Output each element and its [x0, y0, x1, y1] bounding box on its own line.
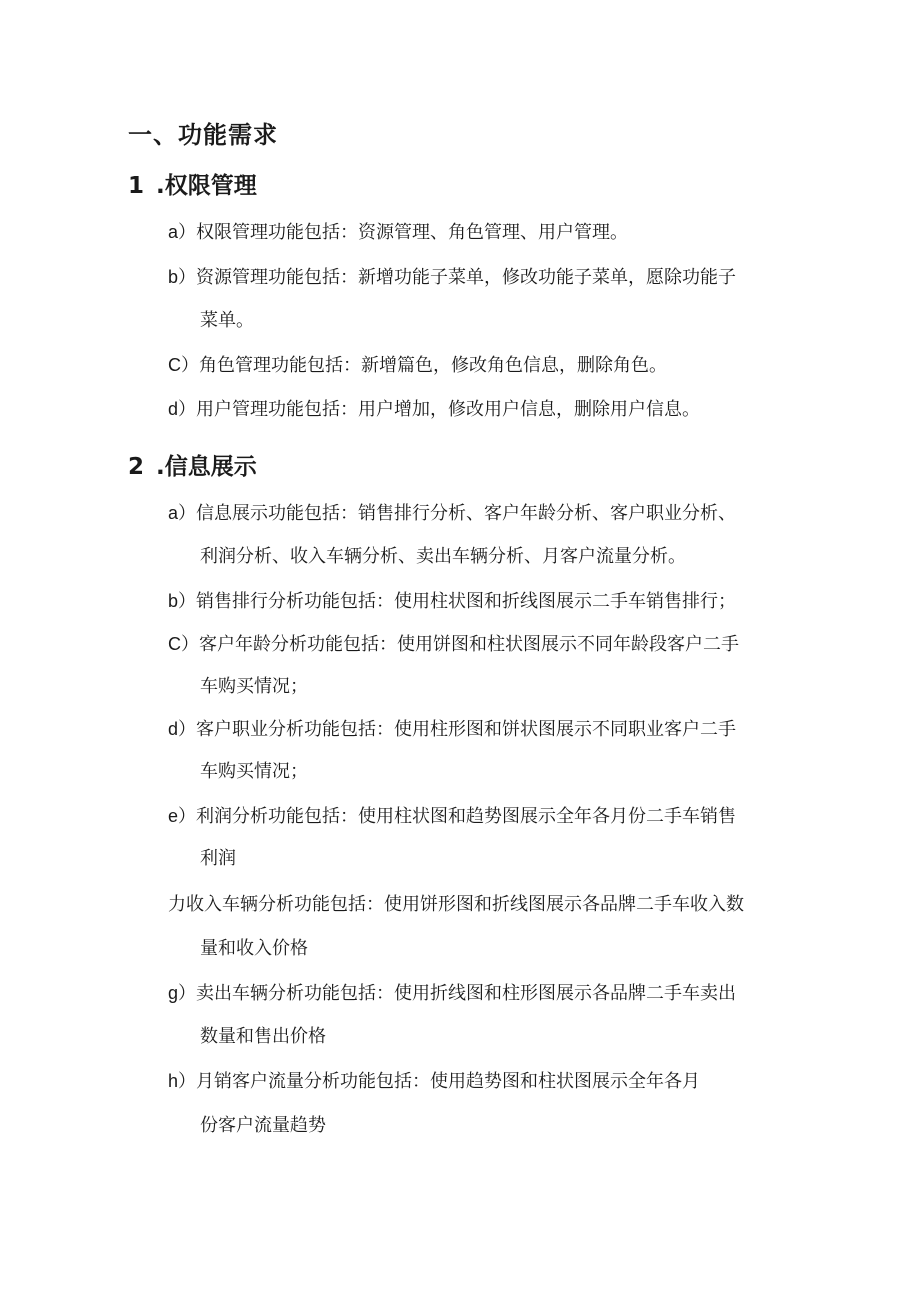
item-text: 角色管理功能包括：新增篇色，修改角色信息，删除角色。	[199, 355, 667, 376]
item-text: 客户年龄分析功能包括：使用饼图和柱状图展示不同年龄段客户二手	[199, 634, 739, 655]
main-heading: 一、功能需求	[128, 121, 278, 149]
list-item	[168, 631, 739, 658]
item-continuation: 利润	[200, 848, 236, 869]
item-text: 客户职业分析功能包括：使用柱形图和饼状图展示不同职业客户二手	[196, 719, 737, 740]
item-continuation: 车购买情况；	[200, 761, 308, 782]
item-marker: a）	[168, 503, 197, 523]
item-marker: 力	[168, 894, 186, 915]
list-item	[168, 500, 736, 527]
list-item	[168, 980, 736, 1007]
item-text: 销售排行分析功能包括：使用柱状图和折线图展示二手车销售排行；	[196, 591, 737, 612]
list-item	[168, 588, 736, 615]
item-continuation: 数量和售出价格	[200, 1026, 326, 1047]
list-item	[168, 1068, 700, 1095]
item-text: 权限管理功能包括：资源管理、角色管理、用户管理。	[196, 222, 629, 243]
section-title: .信息展示	[156, 454, 257, 480]
item-marker: a）	[168, 222, 197, 242]
section-number: 1	[128, 173, 145, 199]
item-marker: b）	[168, 591, 197, 611]
item-continuation: 量和收入价格	[200, 938, 308, 959]
item-marker: e）	[168, 806, 197, 826]
item-text: 信息展示功能包括：销售排行分析、客户年龄分析、客户职业分析、	[196, 503, 737, 524]
item-marker: C）	[168, 634, 199, 654]
item-marker: d）	[168, 719, 197, 739]
list-item	[168, 264, 736, 291]
item-continuation: 车购买情况；	[200, 676, 308, 697]
section-heading-info	[128, 451, 257, 483]
section-title: .权限管理	[156, 173, 257, 199]
list-item	[168, 803, 736, 830]
item-marker: h）	[168, 1071, 197, 1091]
list-item	[168, 892, 744, 918]
item-marker: b）	[168, 267, 197, 287]
item-marker: C）	[168, 355, 199, 375]
item-text: 卖出车辆分析功能包括：使用折线图和柱形图展示各品牌二手车卖出	[196, 983, 737, 1004]
item-text: 月销客户流量分析功能包括：使用趋势图和柱状图展示全年各月	[196, 1071, 701, 1092]
item-continuation: 利润分析、收入车辆分析、卖出车辆分析、月客户流量分析。	[200, 546, 686, 567]
item-text: 利润分析功能包括：使用柱状图和趋势图展示全年各月份二手车销售	[196, 806, 737, 827]
item-marker: g）	[168, 983, 197, 1003]
item-marker: d）	[168, 399, 197, 419]
section-number: 2	[128, 454, 145, 480]
list-item	[168, 716, 736, 743]
list-item	[168, 396, 700, 423]
list-item	[168, 219, 628, 246]
item-continuation: 份客户流量趋势	[200, 1115, 326, 1136]
item-text: 收入车辆分析功能包括：使用饼形图和折线图展示各品牌二手车收入数	[186, 894, 744, 915]
section-heading-permission	[128, 170, 257, 202]
item-text: 用户管理功能包括：用户增加，修改用户信息，删除用户信息。	[196, 399, 701, 420]
item-continuation: 菜单。	[200, 310, 254, 331]
list-item	[168, 352, 667, 379]
item-text: 资源管理功能包括：新增功能子菜单，修改功能子菜单，愿除功能子	[196, 267, 737, 288]
